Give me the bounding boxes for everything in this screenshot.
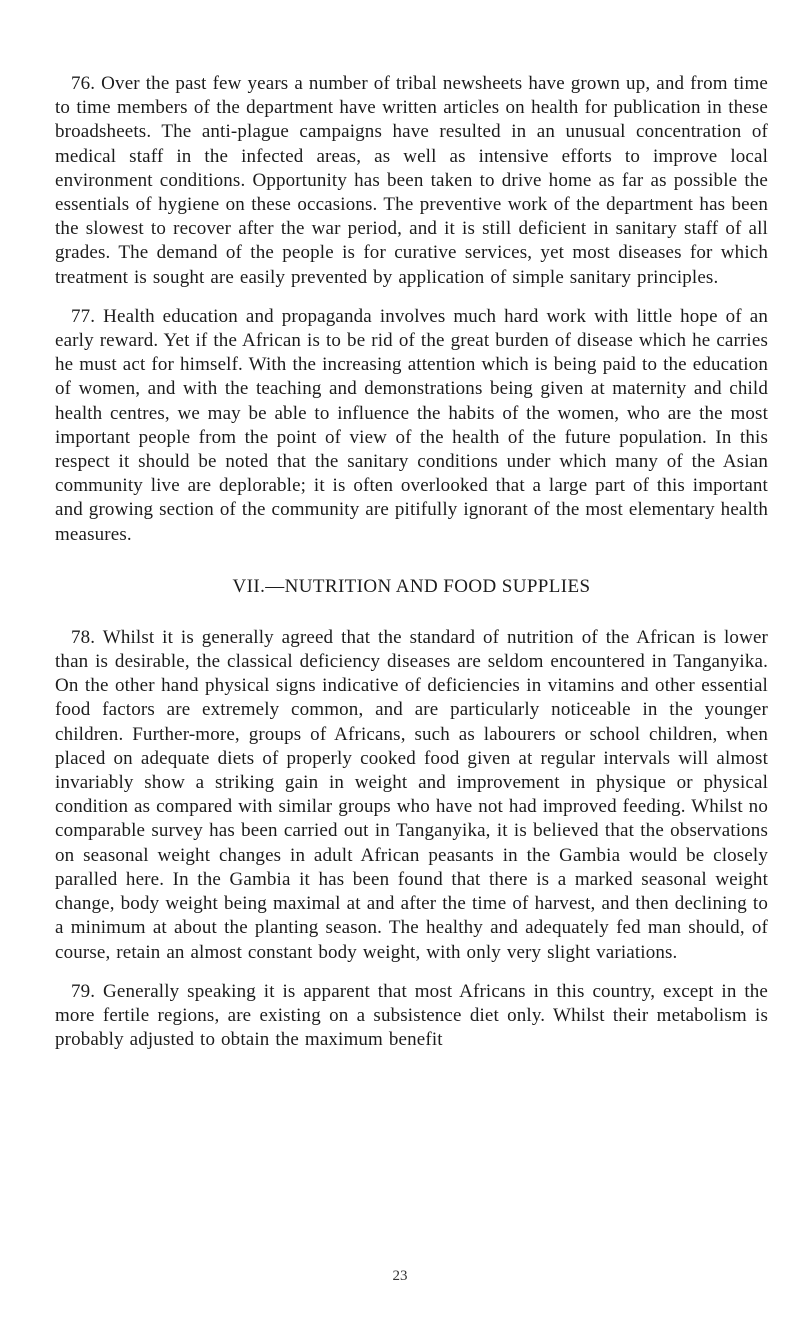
paragraph-76: 76. Over the past few years a number of tribal newsheets have grown up, and from time to time members of the department have written articles on health for publication in these broadsheets. The anti-plague campaigns have resulted in an unusual concentration of medical staff in the infected areas, as well as intensive efforts to improve local environment conditions. Opportunity has been taken to drive home as far as possible the essentials of hygiene on these occasions. The preventive work of the department has been the slowest to recover after the war period, and it is still deficient in sanitary staff of all grades. The demand of the people is for curative services, yet most diseases for which treatment is sought are easily prevented by application of simple sanitary principles. — [55, 73, 768, 288]
section-heading: VII.—NUTRITION AND FOOD SUPPLIES — [232, 575, 591, 597]
page-number: 23 — [392, 1268, 408, 1284]
document-page — [55, 72, 768, 1067]
paragraph-77: 77. Health education and propaganda involves much hard work with little hope of an early reward. Yet if the African is to be rid of the great burden of disease which he carries he must act for himself. With the increasing attention which is being paid to the education of women, and with the teaching and demonstrations being given at maternity and child health centres, we may be able to influence the habits of the women, who are the most important people from the point of view of the health of the future population. In this respect it should be noted that the sanitary conditions under which many of the Asian community live are deplorable; it is often overlooked that a large part of this important and growing section of the community are pitifully ignorant of the most elementary health measures. — [55, 305, 768, 545]
paragraph-79: 79. Generally speaking it is apparent that most Africans in this country, except in the more fertile regions, are existing on a subsistence diet only. Whilst their metabolism is probably adjusted to obtain the maximum benefit — [55, 980, 768, 1051]
paragraph-78: 78. Whilst it is generally agreed that the standard of nutrition of the African is lower than is desirable, the classical deficiency diseases are seldom encountered in Tanganyika. On the other hand physical signs indicative of deficiencies in vitamins and other essential food factors are extremely common, and are particularly noticeable in the younger children. Further-more, groups of Africans, such as labourers or school children, when placed on adequate diets of properly cooked food given at regular intervals will almost invariably show a striking gain in weight and improvement in physique or physical condition as compared with similar groups who have not had improved feeding. Whilst no comparable survey has been carried out in Tanganyika, it is believed that the observations on seasonal weight changes in adult African peasants in the Gambia would be closely paralled here. In the Gambia it has been found that there is a marked seasonal weight change, body weight being maximal at and after the time of harvest, and then declining to a minimum at about the planting season. The healthy and adequately fed man should, of course, retain an almost constant body weight, with only very slight variations. — [55, 626, 768, 963]
